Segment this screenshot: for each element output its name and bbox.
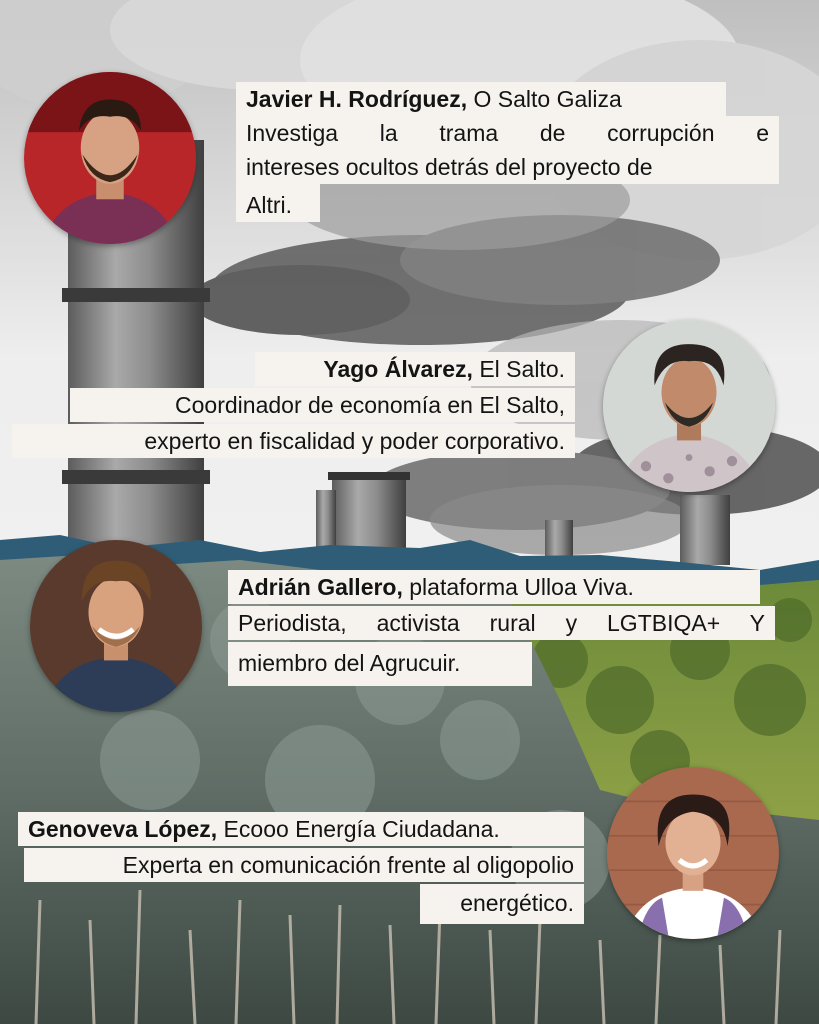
speaker-1-bio-line-2: intereses ocultos detrás del proyecto de: [236, 150, 779, 184]
speaker-1-org: O Salto Galiza: [467, 86, 622, 112]
speaker-3-name: Adrián Gallero,: [238, 574, 403, 600]
speaker-2-bio-line-1: Coordinador de economía en El Salto,: [70, 388, 575, 422]
speaker-1-bio-line-3: Altri.: [236, 184, 320, 222]
speaker-3-org: plataforma Ulloa Viva.: [402, 574, 634, 600]
speaker-3-bio-line-1: Periodista, activista rural y LGTBIQA+ Y: [228, 606, 775, 640]
speaker-2-heading: [255, 352, 575, 386]
speaker-3-bio-line-2: miembro del Agrucuir.: [228, 642, 532, 686]
speaker-3-photo: [30, 540, 202, 712]
portrait-man-curly-icon: [603, 320, 775, 492]
speaker-4-bio-line-1: Experta en comunicación frente al oligopolio: [24, 848, 584, 882]
speaker-1-heading: [236, 82, 726, 116]
speaker-3-heading: [228, 570, 760, 604]
speaker-4-photo: [607, 767, 779, 939]
speaker-2-name: Yago Álvarez,: [323, 356, 473, 382]
speaker-1-bio-line-1: Investiga la trama de corrupción e: [236, 116, 779, 150]
portrait-man-beard-icon: [24, 72, 196, 244]
speaker-4-org: Ecooo Energía Ciudadana.: [217, 816, 500, 842]
speaker-4-heading: [18, 812, 584, 846]
speaker-4-name: Genoveva López,: [28, 816, 218, 842]
portrait-woman-smile-icon: [607, 767, 779, 939]
speaker-4-bio-line-2: energético.: [420, 884, 584, 924]
portrait-man-smile-icon: [30, 540, 202, 712]
speaker-1-photo: [24, 72, 196, 244]
speaker-2-org: El Salto.: [472, 356, 565, 382]
speaker-2-bio-line-2: experto en fiscalidad y poder corporativo.: [12, 424, 575, 458]
speaker-1-name: Javier H. Rodríguez,: [246, 86, 468, 112]
speaker-2-photo: [603, 320, 775, 492]
